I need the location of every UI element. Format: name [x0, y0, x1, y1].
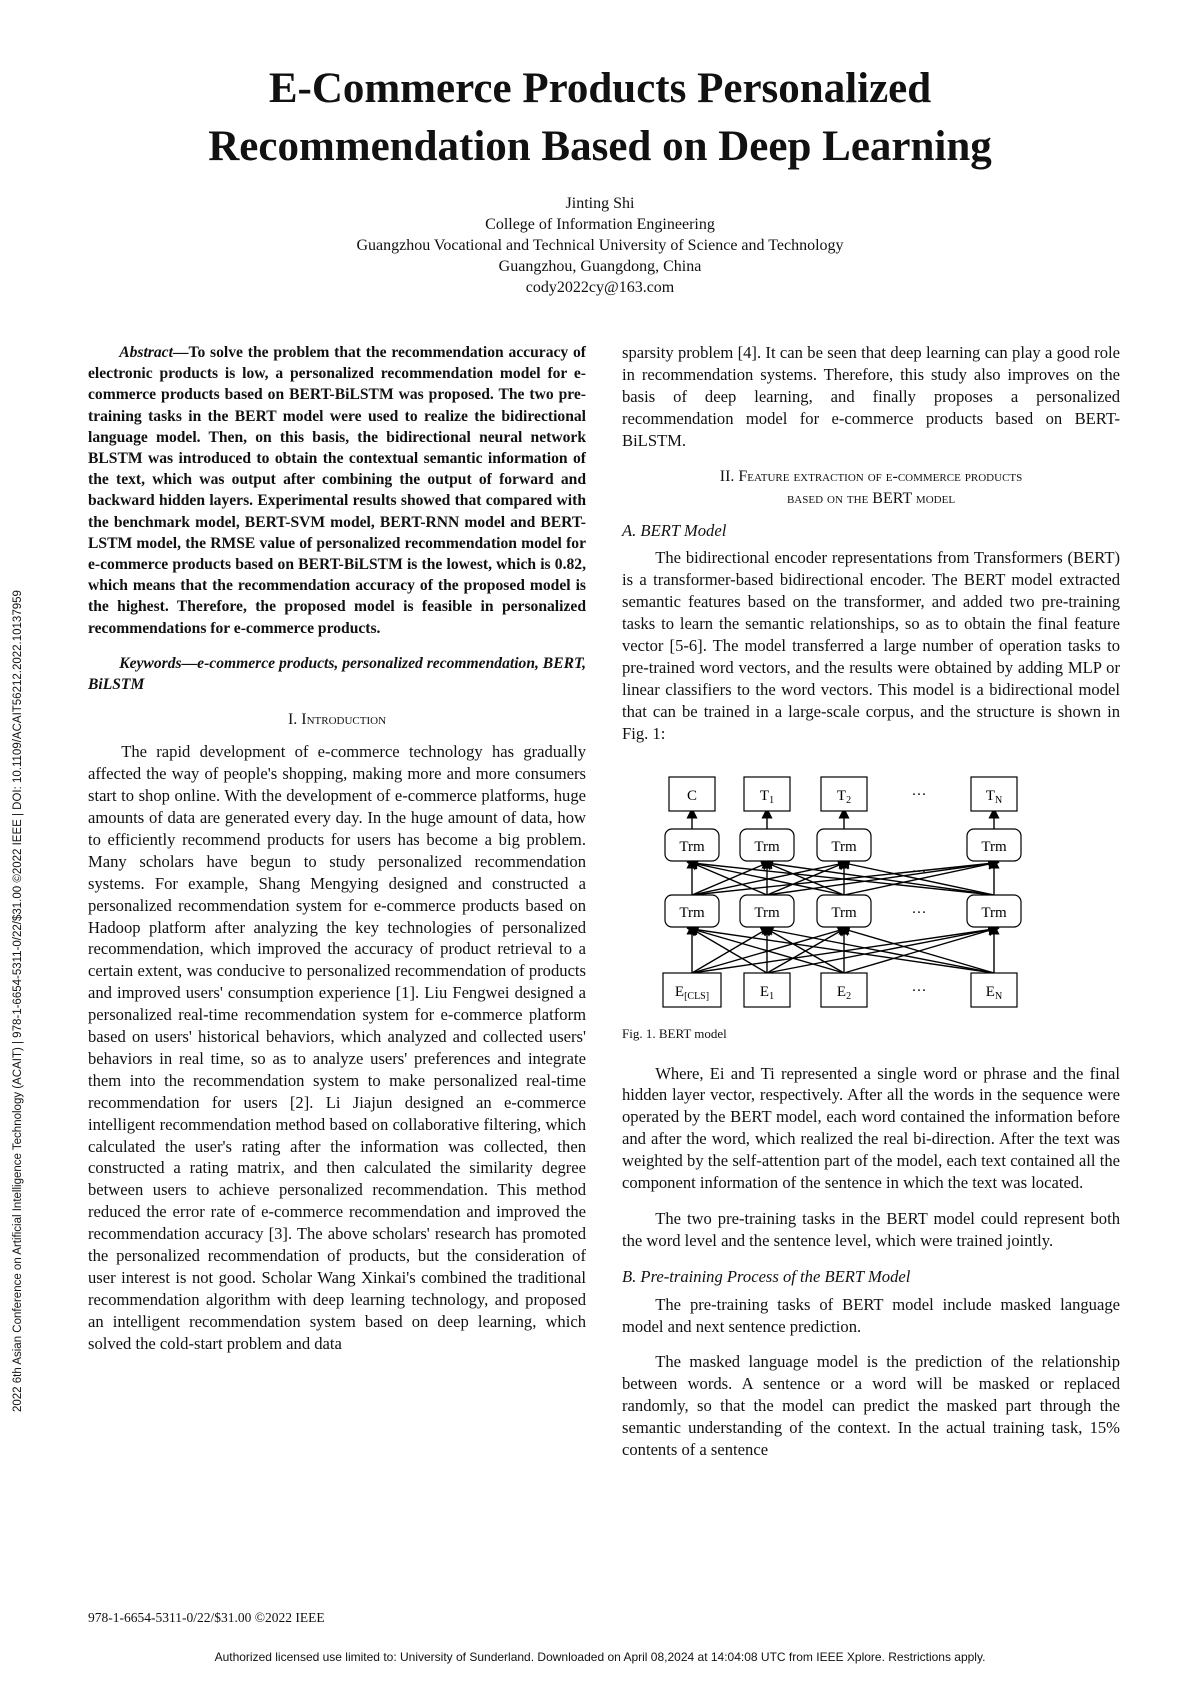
output-token-label: $T_N$ [985, 787, 1003, 806]
bert-model-figure [622, 759, 1120, 1017]
bert-paragraph-3: The two pre-training tasks in the BERT model could represent both the word level and the sentence level, which were trained jointly. [622, 1208, 1120, 1250]
footer-license: Authorized licensed use limited to: University of Sunderland. Downloaded on April 08,2024 at 14:04:08 UTC from IEEE Xplore. Restrictions apply. [214, 1650, 986, 1664]
trm-upper-label: Trm [754, 838, 780, 855]
intro-paragraph-continued: sparsity problem [4]. It can be seen that deep learning can play a good role in recommendation systems. Therefore, this study also improves on the basis of deep learning, and finally proposes a personalized recommendation model for e-commerce products based on BERT-BiLSTM. [622, 343, 1120, 450]
subsection-heading-pretraining: B. Pre-training Process of the BERT Model [622, 1266, 911, 1286]
bottom-ellipsis: ··· [911, 982, 927, 999]
input-embedding-label: $E_{[CLS]}$ [674, 983, 710, 1002]
author-univ: Guangzhou Vocational and Technical University of Science and Technology [356, 237, 844, 254]
author-email[interactable]: cody2022cy@163.com [525, 279, 675, 296]
input-embedding-label: $E_N$ [985, 983, 1003, 1002]
trm-lower-label: Trm [831, 904, 857, 921]
section-heading-line-1: II. Feature extraction of e-commerce products [719, 467, 1023, 485]
keywords-text: —e-commerce products, personalized recommendation, BERT, BiLSTM [88, 654, 586, 694]
input-embedding-label: $E_1$ [759, 983, 775, 1002]
abstract-label: Abstract [119, 344, 173, 361]
output-token-label: C [686, 787, 698, 804]
author-name: Jinting Shi [565, 195, 635, 212]
footer-copyright: 978-1-6654-5311-0/22/$31.00 ©2022 IEEE [88, 1610, 325, 1625]
author-block [0, 193, 1200, 298]
section-heading-line-2: based on the BERT model [786, 489, 956, 507]
left-column [88, 342, 586, 1369]
bert-paragraph-2: Where, Ei and Ti represented a single word or phrase and the final hidden layer vector, respectively. After all the words in the sequence were operated by the BERT model, each word contained the information before and after the word, which realized the real bi-direction. After the text was weighted by the self-attention part of the model, each text contained all the component information of the sentence in which the text was located. [622, 1063, 1120, 1193]
bert-paragraph-1: The bidirectional encoder representations from Transformers (BERT) is a transformer-based bidirectional encoder. The BERT model extracted semantic features based on the transformer, and added two pre-training tasks to learn the semantic relationships, so as to obtain the final feature vector [5-6]. The model transferred a large number of operation tasks to pre-trained word vectors, and the results were obtained by adding MLP or linear classifiers to the word vectors. This model is a bidirectional model that can be trained in a large-scale corpus, and the structure is shown in Fig. 1: [622, 548, 1120, 743]
paper-title [0, 60, 1200, 176]
title-line-1: E-Commerce Products Personalized [268, 65, 932, 112]
trm-lower-ellipsis: ··· [911, 904, 927, 921]
trm-lower-label: Trm [754, 904, 780, 921]
section-heading-introduction: I. Introduction [287, 711, 387, 729]
abstract-text: —To solve the problem that the recommendation accuracy of electronic products is low, a personalized recommendation model for e-commerce products based on BERT-BiLSTM was proposed. The two pre-training tasks in the BERT model were used to realize the bidirectional language model. Then, on this basis, the bidirectional neural network BLSTM was introduced to obtain the contextual semantic information of the text, which was output after combining the output of forward and backward hidden layers. Experimental results showed that compared with the benchmark model, BERT-SVM model, BERT-RNN model and BERT-LSTM model, the RMSE value of personalized recommendation model for e-commerce products based on BERT-BiLSTM is the lowest, which is 0.82, which means that the recommendation accuracy of the proposed model is the highest. Therefore, the proposed model is feasible in personalized recommendations for e-commerce products. [88, 344, 586, 637]
pretraining-paragraph-1: The pre-training tasks of BERT model include masked language model and next sentence prediction. [622, 1294, 1120, 1336]
author-dept: College of Information Engineering [485, 216, 715, 233]
subsection-heading-bert-model: A. BERT Model [622, 520, 727, 540]
input-embedding-label: $E_2$ [836, 983, 852, 1002]
right-column [622, 342, 1120, 1475]
abstract [88, 342, 586, 639]
trm-upper-label: Trm [831, 838, 857, 855]
keywords-label: Keywords [119, 654, 182, 672]
top-ellipsis: ··· [911, 786, 927, 803]
title-line-2: Recommendation Based on Deep Learning [208, 123, 992, 170]
trm-lower-label: Trm [981, 904, 1007, 921]
figure-caption: Fig. 1. BERT model [622, 1025, 727, 1041]
intro-paragraph: The rapid development of e-commerce technology has gradually affected the way of people's shopping, making more and more consumers start to shop online. With the development of e-commerce platforms, huge amounts of data are generated every day. In the huge amount of data, how to efficiently recommend products for users has become a big problem. Many scholars have begun to study personalized recommendation systems. For example, Shang Mengying designed and constructed a personalized recommendation system for e-commerce products based on Hadoop platform after analyzing the key technologies of personalized recommendation, which improved the accuracy of product retrieval to a certain extent, was conducive to personalized recommendation of products and improved users' consumption experience [1]. Liu Fengwei designed a personalized real-time recommendation system for e-commerce platform based on users' historical behaviors, which analyzed and collected users' behaviors in real time, so as to analyze users' preferences and integrate them into the recommendation system to make personalized real-time recommendation for users [2]. Li Jiajun designed an e-commerce intelligent recommendation method based on collaborative filtering, which calculated the user's rating after the information was collected, then constructed a rating matrix, and then calculated the similarity degree between users to achieve personalized recommendation. This method reduced the error rate of e-commerce recommendation and improved the recommendation accuracy [3]. The above scholars' research has promoted the personalized recommendation of products, but the consideration of user interest is not good. Scholar Wang Xinkai's combined the traditional recommendation algorithm with deep learning technology, and proposed an intelligent recommendation system based on deep learning, which solved the cold-start problem and data [88, 742, 586, 1353]
pretraining-paragraph-2: The masked language model is the prediction of the relationship between words. A sentence or a word will be masked or replaced randomly, so that the model can predict the masked part through the semantic understanding of the context. In the actual training task, 15% contents of a sentence [622, 1352, 1120, 1460]
author-location: Guangzhou, Guangdong, China [498, 258, 702, 275]
trm-upper-ellipsis: ··· [911, 863, 927, 880]
trm-lower-label: Trm [679, 904, 705, 921]
trm-upper-label: Trm [679, 838, 705, 855]
bert-diagram [622, 759, 1120, 1017]
trm-upper-label: Trm [981, 838, 1007, 855]
section-heading-feature-extraction [622, 466, 1120, 510]
output-token-label: $T_1$ [759, 787, 775, 806]
output-token-label: $T_2$ [836, 787, 852, 806]
keywords [88, 653, 586, 695]
doi-sidebar: 2022 6th Asian Conference on Artificial Intelligence Technology (ACAIT) | 978-1-6654-5311-0/22/$31.00 ©2022 IEEE | DOI: 10.1109/ACAIT56212.2022.10137959 [12, 590, 24, 1412]
